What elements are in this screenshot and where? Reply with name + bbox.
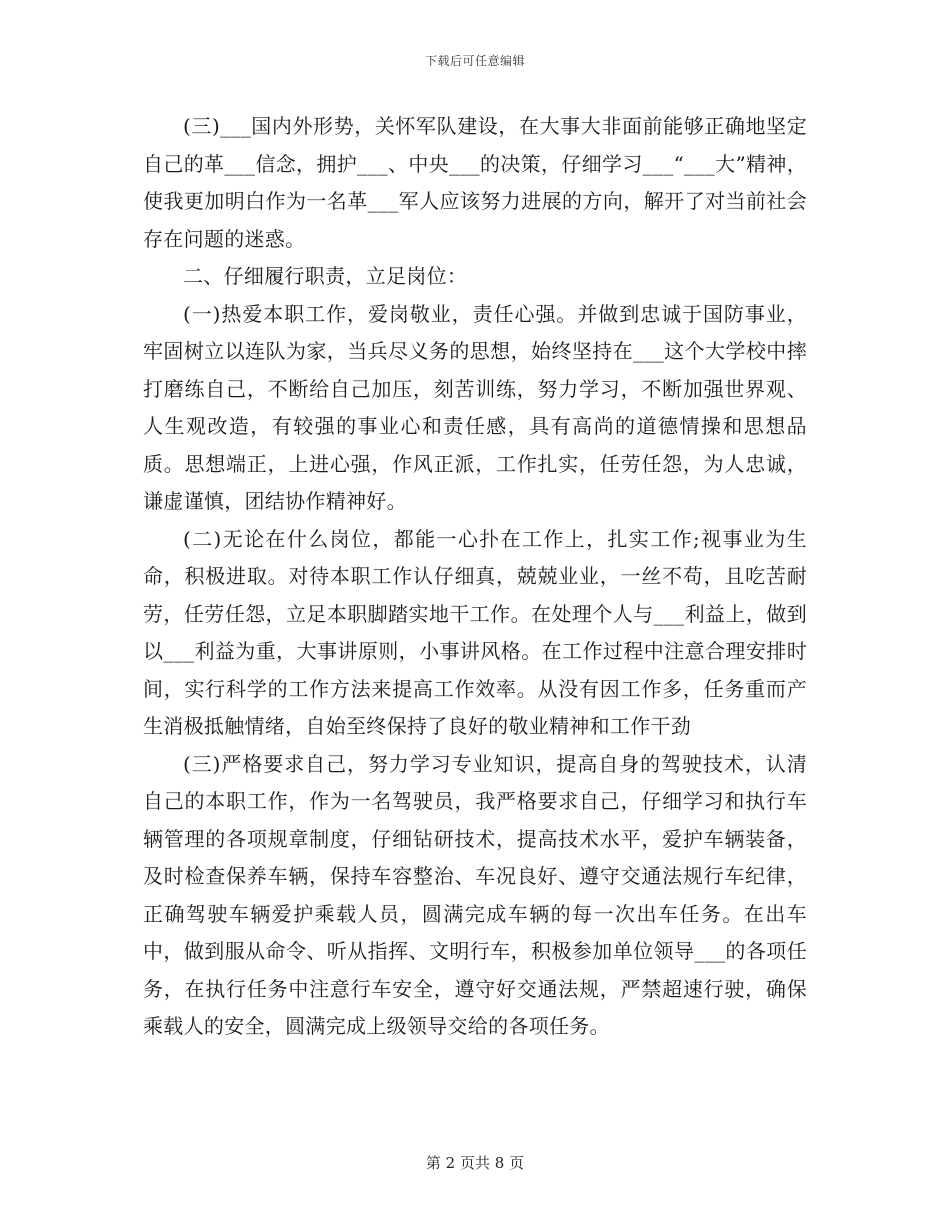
paragraph-love-of-work: (一)热爱本职工作，爱岗敬业，责任心强。并做到忠诚于国防事业，牢固树立以连队为家，当兵尽义务的思想，始终坚持在___这个大学校中摔打磨练自己，不断给自己加压，刻苦训练，努力学习，不断加强世界观、人生观改造，有较强的事业心和责任感，具有高尚的道德情操和思想品质。思想端正，上进心强，作风正派，工作扎实，任劳任怨，为人忠诚，谦虚谨慎，团结协作精神好。 — [143, 301, 807, 513]
paragraph-dedication: (二)无论在什么岗位，都能一心扑在工作上，扎实工作;视事业为生命，积极进取。对待本职工作认仔细真，兢兢业业，一丝不苟，且吃苦耐劳，任劳任怨，立足本职脚踏实地干工作。在处理个人与___利益上，做到以___利益为重，大事讲原则，小事讲风格。在工作过程中注意合理安排时间，实行科学的工作方法来提高工作效率。从没有因工作多，任务重而产生消极抵触情绪，自始至终保持了良好的敬业精神和工作干劲 — [143, 526, 807, 738]
section-heading-duties: 二、仔细履行职责，立足岗位： — [183, 264, 468, 288]
page-number: 第 2 页共 8 页 — [425, 1154, 525, 1172]
paragraph-situation-awareness: (三)___国内外形势，关怀军队建设，在大事大非面前能够正确地坚定自己的革___信念，拥护___、中央___的决策，仔细学习___“___大”精神，使我更加明白作为一名革___军人应该努力进展的方向，解开了对当前社会存在问题的迷惑。 — [143, 114, 807, 251]
document-body — [143, 108, 807, 1046]
paragraph-driver-discipline: (三)严格要求自己，努力学习专业知识，提高自身的驾驶技术，认清自己的本职工作，作为一名驾驶员，我严格要求自己，仔细学习和执行车辆管理的各项规章制度，仔细钻研技术，提高技术水平，爱护车辆装备，及时检查保养车辆，保持车容整治、车况良好、遵守交通法规行车纪律，正确驾驶车辆爱护乘载人员，圆满完成车辆的每一次出车任务。在出车中，做到服从命令、听从指挥、文明行车，积极参加单位领导___的各项任务，在执行任务中注意行车安全，遵守好交通法规，严禁超速行驶，确保乘载人的安全，圆满完成上级领导交给的各项任务。 — [143, 751, 807, 1038]
page-header: 下载后可任意编辑 — [424, 54, 525, 68]
